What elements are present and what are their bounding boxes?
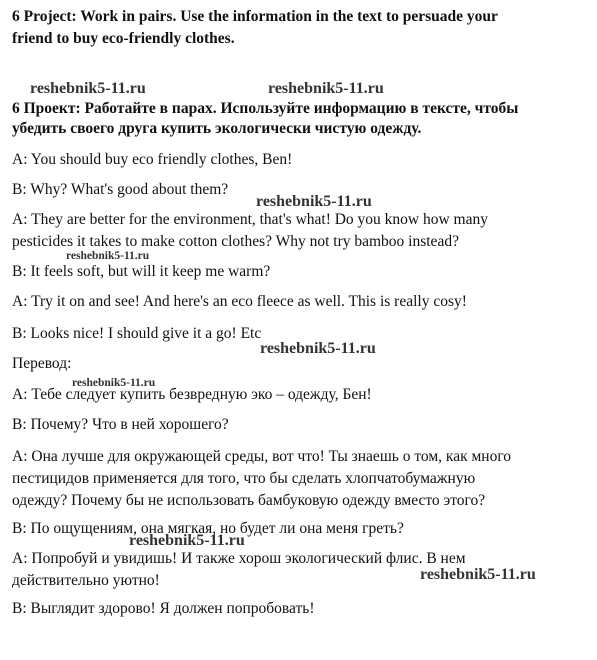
task-en-line-2: friend to buy eco-friendly clothes. xyxy=(12,30,235,47)
dialogue-line: действительно уютно! xyxy=(12,572,160,589)
watermark: reshebnik5-11.ru xyxy=(260,340,376,357)
task-ru-line-1: 6 Проект: Работайте в парах. Используйте информацию в тексте, чтобы xyxy=(12,100,519,117)
translation-label: Перевод: xyxy=(12,355,72,372)
dialogue-line: A: They are better for the environment, that's what! Do you know how many xyxy=(12,211,488,228)
dialogue-line: A: Try it on and see! And here's an eco fleece as well. This is really cosy! xyxy=(12,293,467,310)
dialogue-line: B: It feels soft, but will it keep me warm? xyxy=(12,263,271,280)
dialogue-line: A: You should buy eco friendly clothes, Ben! xyxy=(12,151,293,168)
dialogue-line: В: Почему? Что в ней хорошего? xyxy=(12,416,229,433)
watermark: reshebnik5-11.ru xyxy=(129,532,245,549)
watermark: reshebnik5-11.ru xyxy=(66,250,150,262)
dialogue-line: А: Она лучше для окружающей среды, вот что! Ты знаешь о том, как много xyxy=(12,448,512,465)
dialogue-line: В: Выглядит здорово! Я должен попробовать! xyxy=(12,600,315,617)
dialogue-line: одежду? Почему бы не использовать бамбуковую одежду вместо этого? xyxy=(12,492,486,509)
dialogue-line: pesticides it takes to make cotton clothes? Why not try bamboo instead? xyxy=(12,233,459,250)
watermark: reshebnik5-11.ru xyxy=(420,566,536,583)
watermark: reshebnik5-11.ru xyxy=(72,377,156,389)
watermark: reshebnik5-11.ru xyxy=(268,80,384,97)
dialogue-line: В: По ощущениям, она мягкая, но будет ли она меня греть? xyxy=(12,520,404,537)
dialogue-line: А: Тебе следует купить безвредную эко – одежду, Бен! xyxy=(12,386,372,403)
watermark: reshebnik5-11.ru xyxy=(256,193,372,210)
dialogue-line: B: Why? What's good about them? xyxy=(12,181,229,198)
dialogue-line: B: Looks nice! I should give it a go! Etc xyxy=(12,325,262,342)
task-ru-line-2: убедить своего друга купить экологически чистую одежду. xyxy=(12,120,422,137)
task-en-line-1: 6 Project: Work in pairs. Use the information in the text to persuade your xyxy=(12,8,498,25)
watermark: reshebnik5-11.ru xyxy=(30,80,146,97)
dialogue-line: А: Попробуй и увидишь! И также хорош экологический флис. В нем xyxy=(12,550,466,567)
dialogue-line: пестицидов применяется для того, что бы сделать хлопчатобумажную xyxy=(12,470,476,487)
